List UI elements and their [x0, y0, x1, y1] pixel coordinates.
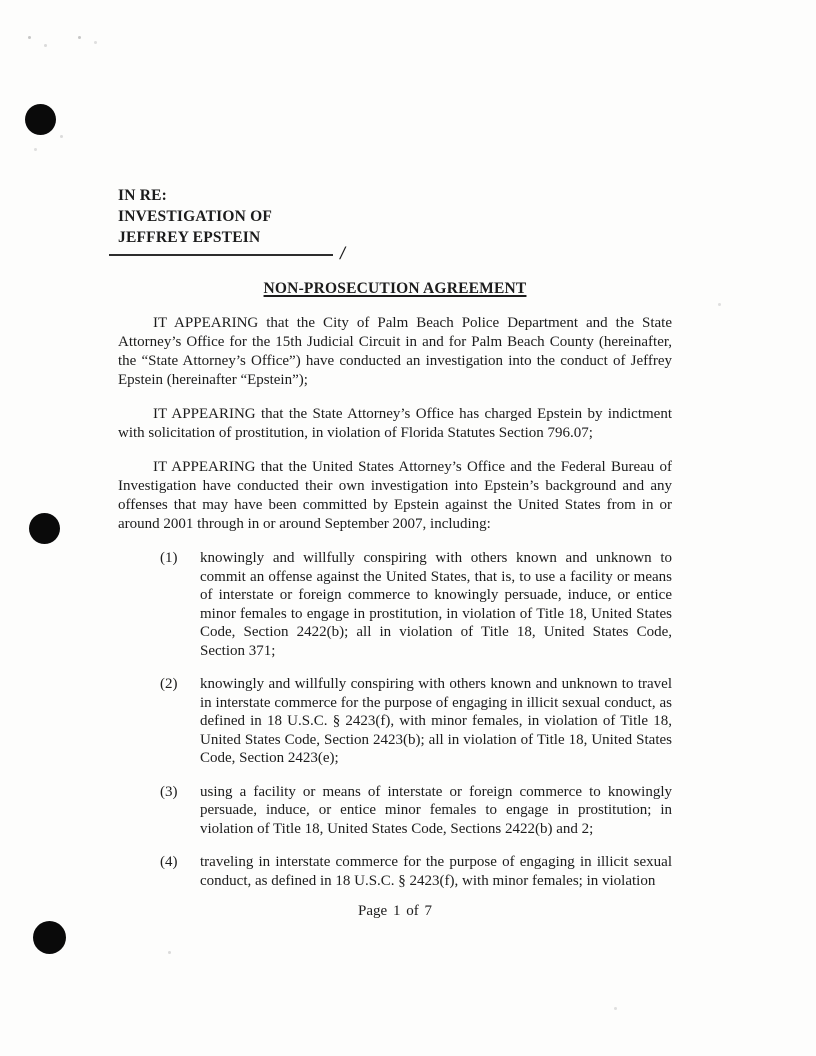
punch-hole-middle [29, 513, 60, 544]
scan-speck [718, 303, 721, 306]
case-caption [118, 185, 672, 264]
scan-speck [34, 148, 37, 151]
list-item-1 [160, 549, 672, 660]
scan-speck [614, 1007, 617, 1010]
punch-hole-top [25, 104, 56, 135]
item-text: traveling in interstate commerce for the purpose of engaging in illicit sexual conduct, as defined in 18 U.S.C. § 2423(f), with minor females; in violation [200, 854, 672, 889]
scan-speck [168, 951, 171, 954]
scan-speck [44, 44, 47, 47]
scan-speck [28, 36, 31, 39]
document-title: NON-PROSECUTION AGREEMENT [263, 280, 527, 297]
list-item-4 [160, 853, 672, 890]
caption-line-investigation-of: INVESTIGATION OF [118, 208, 273, 225]
caption-line-in-re: IN RE: [118, 187, 167, 204]
item-number: (2) [160, 676, 178, 692]
document-body [118, 185, 672, 905]
caption-underline [109, 243, 347, 264]
scan-speck [94, 41, 97, 44]
item-number: (3) [160, 783, 178, 800]
scan-speck [60, 135, 63, 138]
caption-line-jeffrey-epstein: JEFFREY EPSTEIN [118, 229, 261, 246]
list-item-2 [160, 675, 672, 768]
paragraph-state-indictment: IT APPEARING that the State Attorney’s Office has charged Epstein by indictment with solicitation of prostitution, in violation of Florida Statutes Section 796.07; [118, 406, 672, 441]
item-text: knowingly and willfully conspiring with others known and unknown to commit an offense against the United States, that is, to use a facility or means of interstate or foreign commerce to knowingly persuade, induce, or entice minor females to engage in prostitution, in violation of Title 18, United States Code, Section 2422(b); all in violation of Title 18, United States Code, Section 371; [200, 550, 672, 659]
page-footer: Page 1 of 7 [358, 903, 432, 919]
item-text: using a facility or means of interstate or foreign commerce to knowingly persuade, induce, or entice minor females to engage in prostitution; in violation of Title 18, United States Code, Sections 2422(b) and 2; [200, 783, 672, 837]
item-number: (4) [160, 854, 178, 870]
item-text: knowingly and willfully conspiring with others known and unknown to travel in interstate commerce for the purpose of engaging in illicit sexual conduct, as defined in 18 U.S.C. § 2423(f), with minor females, in violation of Title 18, United States Code, Section 2423(b); all in violation of Title 18, United States Code, Section 2423(e); [200, 676, 672, 766]
item-number: (1) [160, 550, 178, 566]
punch-hole-bottom [33, 921, 66, 954]
scan-speck [78, 36, 81, 39]
paragraph-investigation-palm-beach: IT APPEARING that the City of Palm Beach Police Department and the State Attorney’s Office for the 15th Judicial Circuit in and for Palm Beach County (hereinafter, the “State Attorney’s Office”) have conducted an investigation into the conduct of Jeffrey Epstein (hereinafter “Epstein”); [118, 315, 672, 388]
list-item-3 [160, 783, 672, 839]
paragraph-federal-investigation: IT APPEARING that the United States Attorney’s Office and the Federal Bureau of Investigation have conducted their own investigation into Epstein’s background and any offenses that may have been committed by Epstein against the United States from in or around 2001 through in or around September 2007, including: [118, 459, 672, 532]
caption-slash: / [338, 243, 347, 264]
